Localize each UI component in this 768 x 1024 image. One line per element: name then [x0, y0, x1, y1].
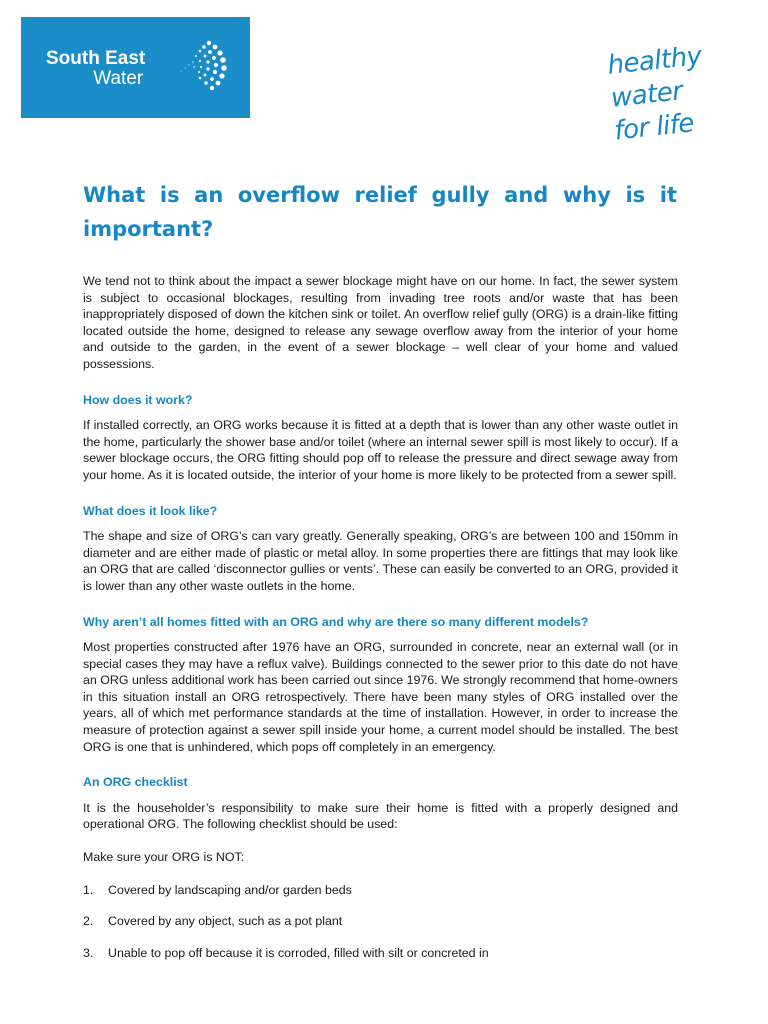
south-east-water-logo	[21, 17, 250, 118]
section-body-why-not-fitted: Most properties constructed after 1976 have an ORG, surrounded in concrete, near an external wall (or in special cases they may have a reflux valve). Buildings connected to the sewer prior to this date do not have an ORG unless additional work has been carried out since 1976. We strongly recommend that home-owners in this situation install an ORG retrospectively. There have been many styles of ORG installed over the years, all of which met performance standards at the time of installation. However, in order to increase the measure of protection against a sewer spill inside your home, a current model should be installed. The best ORG is one that is unhindered, which pops off completely in an emergency.	[83, 640, 678, 754]
section-body-how-it-works: If installed correctly, an ORG works because it is fitted at a depth that is lower than any other waste outlet in the home, particularly the shower base and/or toilet (where an internal sewer spill is most likely to occur). If a sewer blockage occurs, the ORG fitting should pop off to release the pressure and direct sewage away from your home. As it is located outside, the interior of your home is more likely to be protected from a sewer spill.	[83, 418, 678, 482]
water-droplets-icon	[171, 35, 231, 95]
list-item-text: Covered by landscaping and/or garden beds	[108, 882, 352, 897]
list-item-number: 1.	[83, 882, 94, 897]
list-item-text: Covered by any object, such as a pot plant	[108, 914, 343, 929]
logo-line-1: South East	[46, 48, 146, 69]
checklist	[83, 882, 678, 962]
section-body-checklist: It is the householder’s responsibility to make sure their home is fitted with a properly designed and operational ORG. The following checklist should be used:	[83, 800, 678, 832]
logo-line-2: Water	[93, 68, 144, 89]
list-item	[83, 913, 678, 930]
checklist-intro: Make sure your ORG is NOT:	[83, 850, 245, 865]
document-body	[83, 273, 678, 976]
list-item-number: 2.	[83, 914, 94, 929]
section-heading-what-it-looks-like: What does it look like?	[83, 503, 218, 518]
intro-paragraph: We tend not to think about the impact a sewer blockage might have on our home. In fact, the sewer system is subject to occasional blockages, resulting from invading tree roots and/or waste that has been inappropriately disposed of down the kitchen sink or toilet. An overflow relief gully (ORG) is a drain-like fitting located outside the home, designed to release any sewage overflow away from the interior of your home and outside to the garden, in the event of a sewer blockage – well clear of your home and valued possessions.	[83, 274, 678, 371]
list-item	[83, 882, 678, 899]
document-title: What is an overflow relief gully and why is it important?	[83, 183, 677, 241]
list-item-text: Unable to pop off because it is corroded, filled with silt or concreted in	[108, 945, 489, 960]
tagline-line-1: healthy	[606, 41, 703, 81]
section-body-what-it-looks-like: The shape and size of ORG’s can vary greatly. Generally speaking, ORG’s are between 100 and 150mm in diameter and are either made of plastic or metal alloy. In some properties there are fittings that may look like an ORG that are called ‘disconnector gullies or vents’. These can easily be converted to an ORG, provided it is lower than any other waste outlets in the home.	[83, 529, 678, 593]
healthy-water-for-life-tagline	[606, 36, 746, 148]
logo-wordmark	[46, 49, 145, 89]
list-item-number: 3.	[83, 945, 94, 960]
tagline-line-3: for life	[613, 108, 696, 147]
section-heading-how-it-works: How does it work?	[83, 392, 193, 407]
section-heading-checklist: An ORG checklist	[83, 775, 188, 790]
list-item	[83, 945, 678, 962]
section-heading-why-not-fitted: Why aren’t all homes fitted with an ORG and why are there so many different models?	[83, 614, 589, 629]
tagline-line-2: water	[609, 76, 684, 114]
